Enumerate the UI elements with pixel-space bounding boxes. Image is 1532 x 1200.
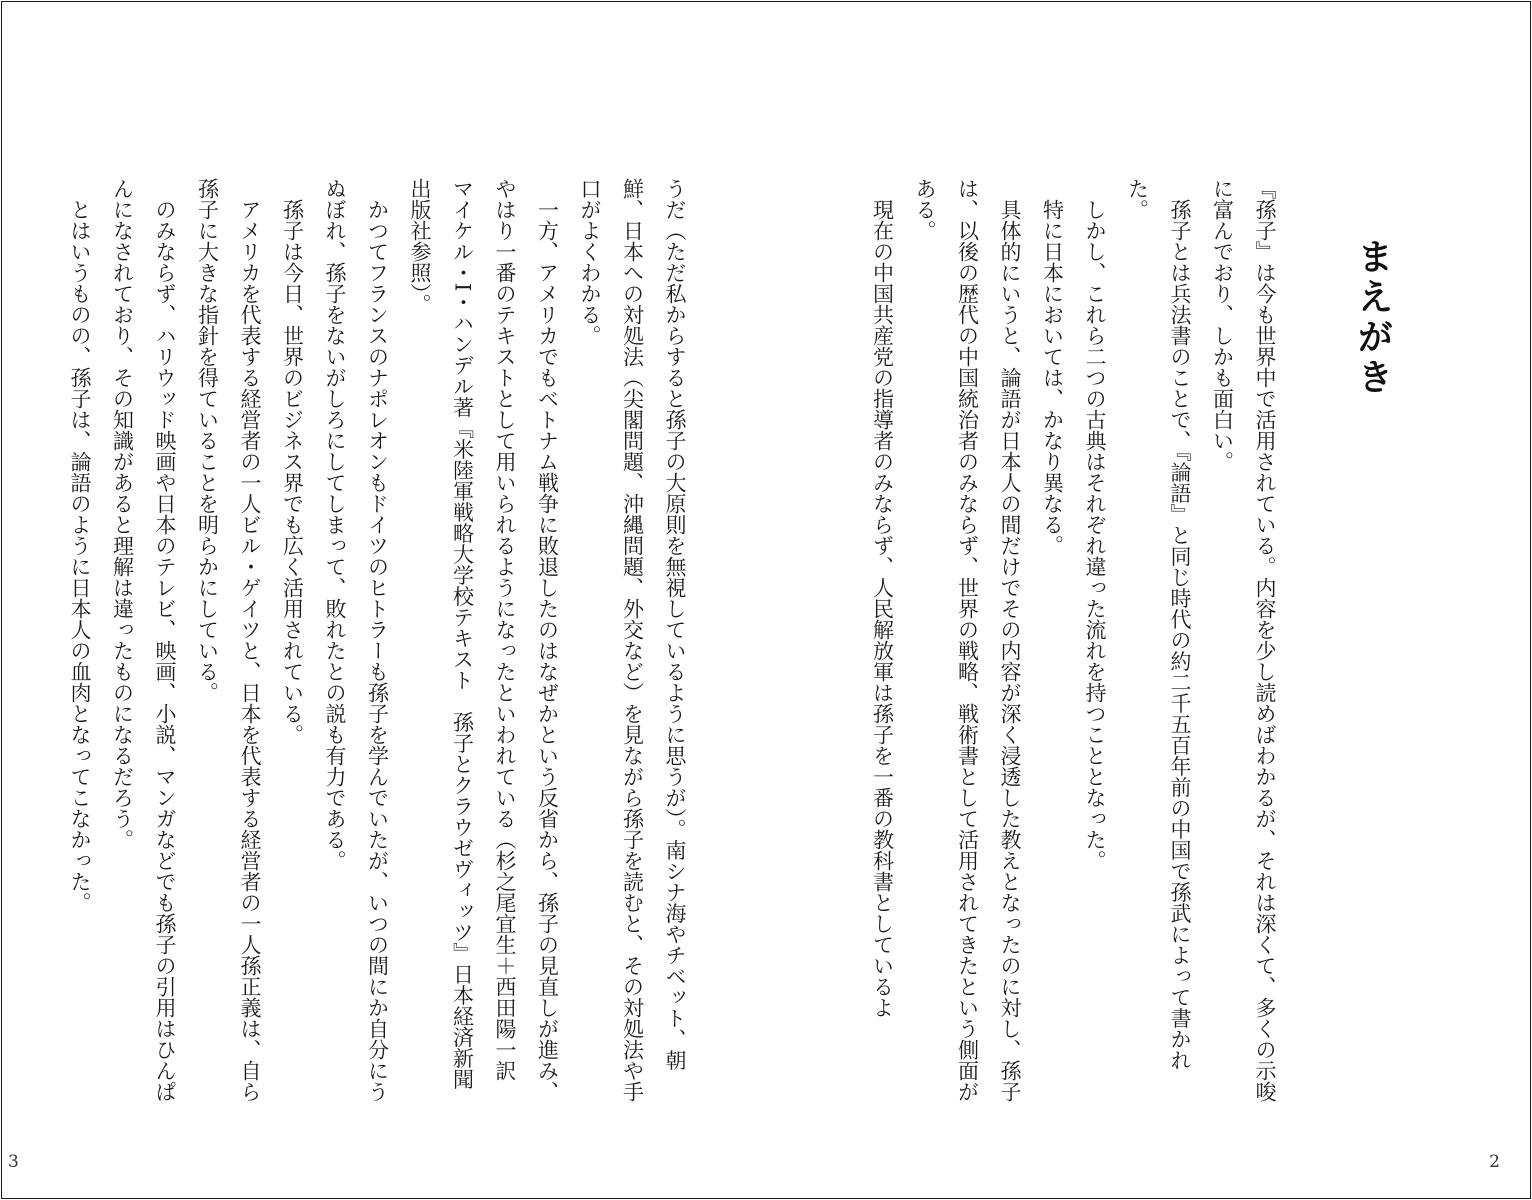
body-paragraph: 現在の中国共産党の指導者のみならず、人民解放軍は孫子を一番の教科書としているよ [870,199,895,1018]
body-paragraph: しかし、これら二つの古典はそれぞれ違った流れを持つこととなった。 [1083,199,1107,871]
body-paragraph: うだ（ただ私からすると孫子の大原則を無視しているように思うが）。南シナ海やチベット、朝鮮、日本への対処法（尖閣問題、沖縄問題、外交など）を見ながら孫子を読むと、その対処法や手口がよくわかる。 [578,178,687,1102]
chapter-heading: まえがき [1352,238,1394,398]
page-number: 3 [8,1152,19,1172]
body-paragraph: 特に日本においては、かなり異なる。 [1040,199,1065,556]
body-paragraph: 『孫子』は今も世界中で活用されている。内容を少し読めばわかるが、それは深くて、多くの示唆に富んでおり、しかも面白い。 [1210,178,1277,1102]
body-paragraph: 孫子は今日、世界のビジネス界でも広く活用されている。 [280,199,305,745]
body-paragraph: とはいうものの、孫子は、論語のように日本人の血肉となってこなかった。 [68,199,92,913]
page-number: 2 [1489,1152,1500,1172]
body-paragraph: 具体的にいうと、論語が日本人の間だけでその内容が深く浸透した教えとなったのに対し、孫子は、以後の歴代の中国統治者のみならず、世界の戦略、戦術書として活用されてきたという側面がある。 [913,178,1022,1102]
left-page [2,2,768,1198]
right-page [768,2,1530,1198]
body-paragraph: かつてフランスのナポレオンもドイツのヒトラーも孫子を学んでいたが、いつの間にか自分にうぬぼれ、孫子をないがしろにしてしまって、敗れたとの説も有力である。 [323,178,390,1102]
body-paragraph: 孫子とは兵法書のことで、『論語』と同じ時代の約二千五百年前の中国で孫武によって書かれた。 [1125,178,1192,1071]
body-paragraph: 一方、アメリカでもベトナム戦争に敗退したのはなぜかという反省から、孫子の見直しが進み、やはり一番のテキストとして用いられるようになったといわれている（杉之尾宜生＋西田陽一訳 マイケル・I・ハンデル著『米陸軍戦略大学校テキスト 孫子とクラウゼヴィッツ』日本経済新聞出版社参照）。 [408,178,560,1102]
right-page-body [856,178,1286,1103]
body-paragraph: アメリカを代表する経営者の一人ビル・ゲイツと、日本を代表する経営者の一人孫正義は、自ら孫子に大きな指針を得ていることを明らかにしている。 [195,178,262,1102]
left-page-body [68,178,696,1103]
book-spread [1,1,1531,1199]
body-paragraph: のみならず、ハリウッド映画や日本のテレビ、映画、小説、マンガなどでも孫子の引用はひんぱんになされており、その知識があると理解は違ったものになるだろう。 [110,178,177,1102]
